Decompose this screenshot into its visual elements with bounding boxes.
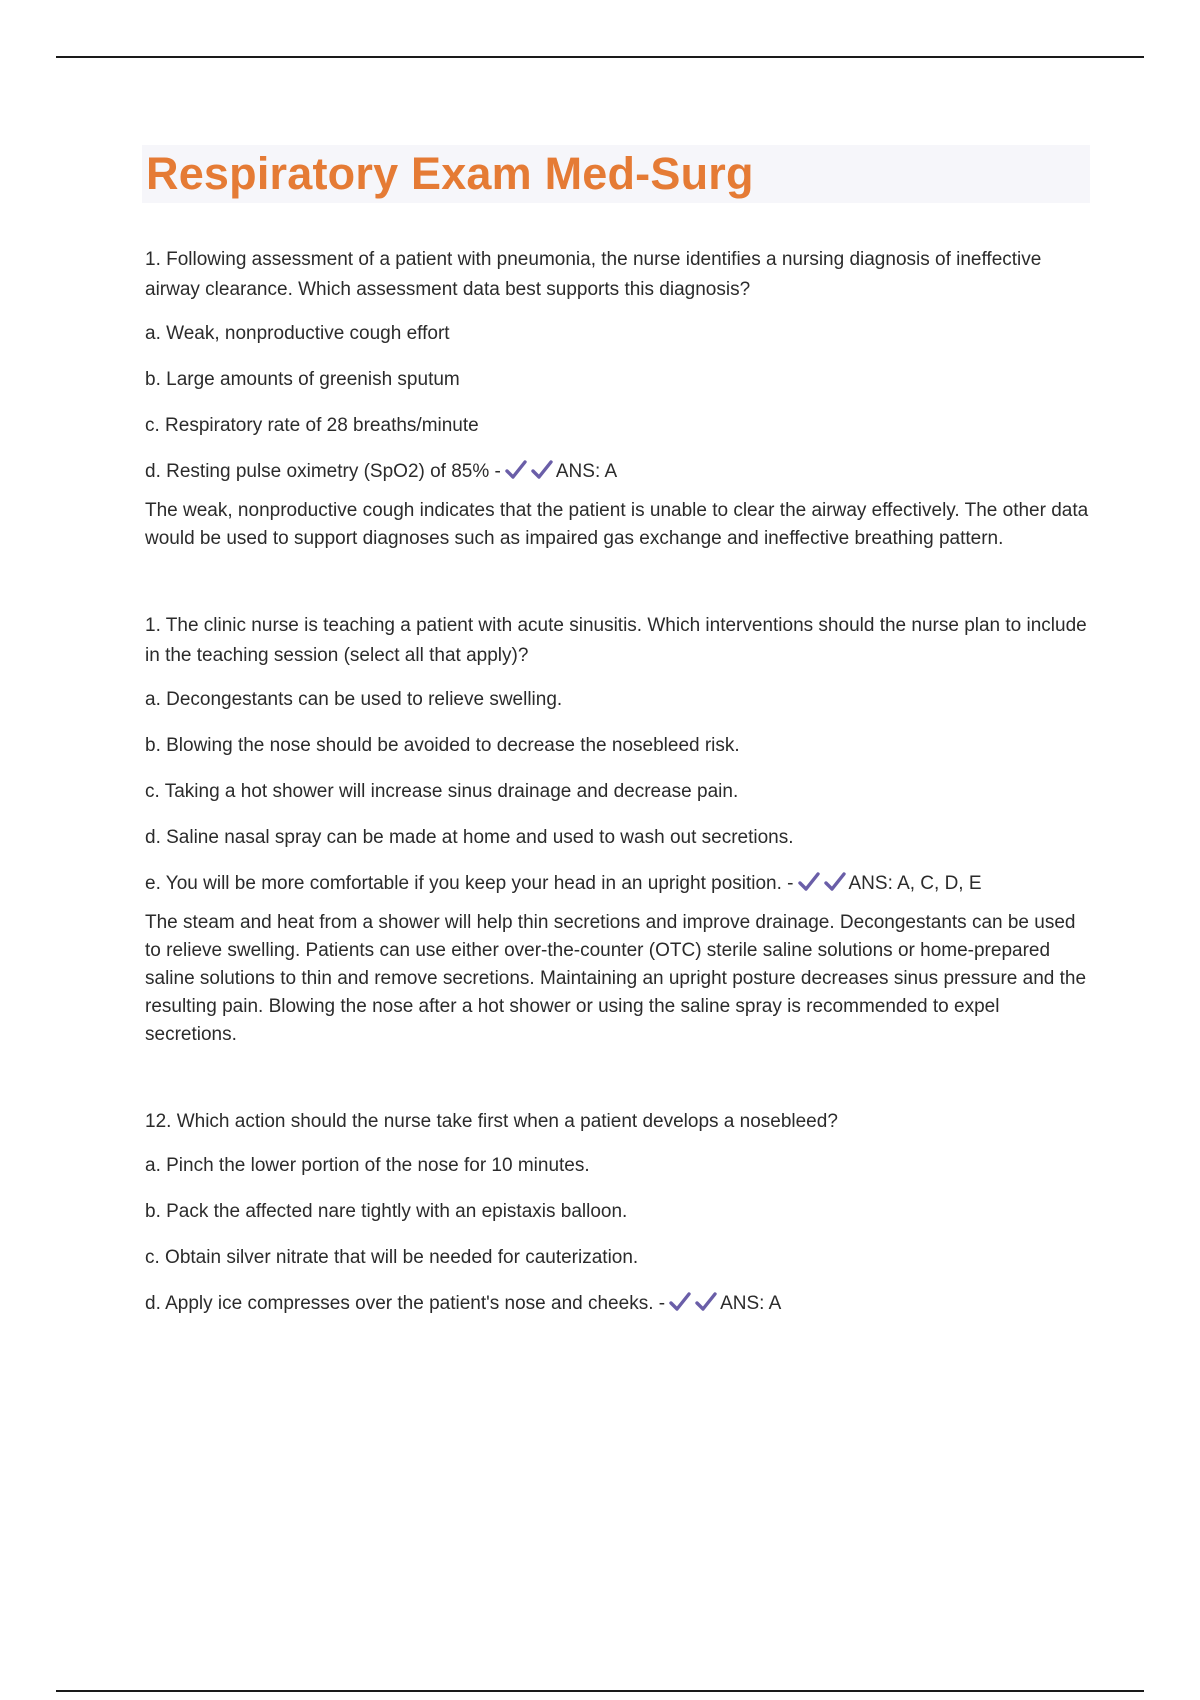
- question-block: [145, 611, 1095, 1049]
- answer-key: ANS: A: [720, 1293, 782, 1314]
- document-body: [145, 245, 1095, 1329]
- footer-rule: [56, 1690, 1144, 1692]
- check-icon: [669, 1292, 691, 1312]
- answer-key: ANS: A, C, D, E: [848, 873, 982, 894]
- answer-option: c. Obtain silver nitrate that will be needed for cauterization.: [145, 1247, 639, 1268]
- double-check-icon: [505, 460, 553, 480]
- answer-rationale: The steam and heat from a shower will help thin secretions and improve drainage. Decongestants can be used to relieve swelling. Patients can use either over-the-counter (OTC) sterile saline solutions or home-prepared saline solutions to thin and remove secretions. Maintaining an upright posture decreases sinus pressure and the resulting pain. Blowing the nose after a hot shower or using the saline spray is recommended to expel secretions.: [145, 912, 1087, 1045]
- answer-option: b. Pack the affected nare tightly with an epistaxis balloon.: [145, 1201, 628, 1222]
- answer-option: b. Large amounts of greenish sputum: [145, 369, 460, 390]
- answer-option: a. Decongestants can be used to relieve swelling.: [145, 689, 563, 710]
- question-block: [145, 245, 1095, 553]
- double-check-icon: [798, 872, 846, 892]
- answer-rationale: The weak, nonproductive cough indicates that the patient is unable to clear the airway effectively. The other data would be used to support diagnoses such as impaired gas exchange and ineffective breathing pattern.: [145, 500, 1089, 549]
- answer-option-with-answer: [145, 1289, 1095, 1319]
- answer-option-text: d. Resting pulse oximetry (SpO2) of 85% -: [145, 461, 501, 482]
- check-icon: [798, 872, 820, 892]
- check-icon: [695, 1292, 717, 1312]
- check-icon: [531, 460, 553, 480]
- answer-option-with-answer: [145, 457, 1095, 487]
- answer-option: a. Pinch the lower portion of the nose for 10 minutes.: [145, 1155, 590, 1176]
- answer-option: b. Blowing the nose should be avoided to decrease the nosebleed risk.: [145, 735, 740, 756]
- question-stem: 1. Following assessment of a patient with pneumonia, the nurse identifies a nursing diagnosis of ineffective airway clearance. Which assessment data best supports this diagnosis?: [145, 249, 1042, 300]
- header-rule: [56, 56, 1144, 58]
- answer-option: d. Saline nasal spray can be made at home and used to wash out secretions.: [145, 827, 794, 848]
- answer-option: c. Taking a hot shower will increase sinus drainage and decrease pain.: [145, 781, 739, 802]
- check-icon: [824, 872, 846, 892]
- document-title: Respiratory Exam Med-Surg: [146, 148, 754, 199]
- question-block: [145, 1107, 1095, 1319]
- question-stem: 12. Which action should the nurse take first when a patient develops a nosebleed?: [145, 1111, 838, 1132]
- question-stem: 1. The clinic nurse is teaching a patient with acute sinusitis. Which interventions should the nurse plan to include in the teaching session (select all that apply)?: [145, 615, 1087, 666]
- answer-key: ANS: A: [555, 461, 618, 482]
- answer-option: c. Respiratory rate of 28 breaths/minute: [145, 415, 479, 436]
- answer-option-with-answer: [145, 869, 1095, 899]
- answer-option-text: d. Apply ice compresses over the patient's nose and cheeks. -: [145, 1293, 666, 1314]
- answer-option-text: e. You will be more comfortable if you keep your head in an upright position. -: [145, 873, 794, 894]
- answer-option: a. Weak, nonproductive cough effort: [145, 323, 450, 344]
- double-check-icon: [669, 1292, 717, 1312]
- check-icon: [505, 460, 527, 480]
